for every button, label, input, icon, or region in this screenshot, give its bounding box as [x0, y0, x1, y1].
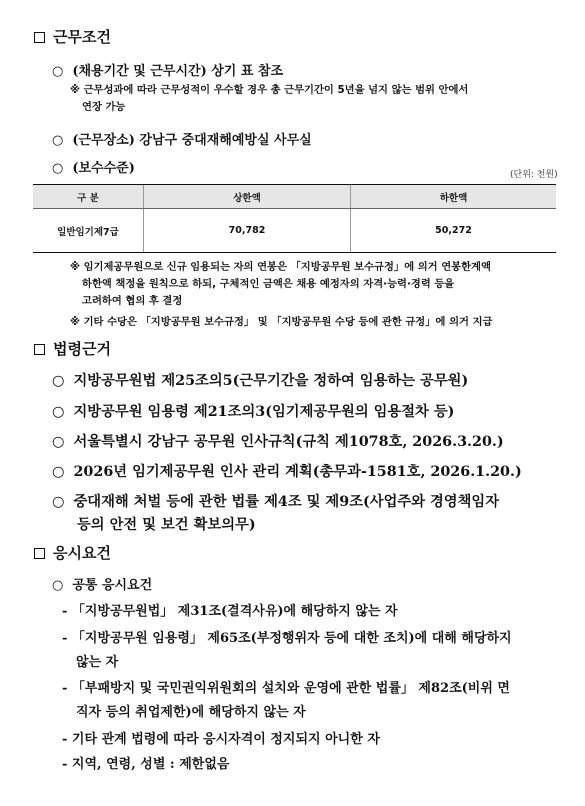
legal-item: ○ 서울특별시 강남구 공무원 인사규칙(규칙 제1078호, 2026.3.20.) — [52, 434, 504, 450]
item-employment-period: ○ (채용기간 및 근무시간) 상기 표 참조 — [52, 64, 284, 79]
circle-bullet-icon: ○ — [52, 373, 65, 389]
checkbox-square-icon — [34, 548, 45, 559]
note-allowance: ※ 기타 수당은 「지방공무원 보수규정」 및 「지방공무원 수당 등에 관한 규정」에 의거 지급 — [70, 316, 493, 328]
note-salary-policy: ※ 임기제공무원으로 신규 임용되는 자의 연봉은 「지방공무원 보수규정」에 의거 연봉한계액 하한액 책정을 원칙으로 하되, 구체적인 금액은 채용 예정자의 자격·능력·경력 등을 고려하여 협의 후 결정 — [70, 261, 491, 307]
circle-bullet-icon: ○ — [52, 494, 65, 510]
circle-bullet-icon: ○ — [52, 434, 65, 450]
section-heading-legal-basis: 법령근거 — [34, 338, 111, 359]
legal-item: ○ 지방공무원 임용령 제21조의3(임기제공무원의 임용절차 등) — [52, 404, 455, 420]
requirement-item: - 「지방공무원법」 제31조(결격사유)에 해당하지 않는 자 — [62, 604, 398, 619]
requirement-item: - 지역, 연령, 성별 : 제한없음 — [62, 757, 230, 772]
table-header-cell: 상한액 — [144, 185, 351, 209]
section-heading-requirements: 응시요건 — [34, 542, 111, 563]
table-header-cell: 하한액 — [351, 185, 557, 209]
circle-bullet-icon: ○ — [52, 578, 64, 593]
legal-item: ○ 중대재해 처벌 등에 관한 법률 제4조 및 제9조(사업주와 경영책임자 — [52, 494, 500, 510]
table-header-row — [33, 185, 556, 209]
requirement-item: - 기타 관계 법령에 따라 응시자격이 정지되지 아니한 자 — [62, 732, 380, 747]
legal-item-continuation: 등의 안전 및 보건 확보의무) — [77, 517, 256, 533]
note-extension: ※ 근무성과에 따라 근무성적이 우수할 경우 총 근무기간이 5년을 넘지 않는 범위 안에서 연장 가능 — [70, 84, 469, 113]
legal-item: ○ 2026년 임기제공무원 인사 관리 계획(총무과-1581호, 2026.1.20.) — [52, 464, 522, 480]
circle-bullet-icon: ○ — [52, 464, 65, 480]
item-salary-level: ○ (보수수준) — [52, 161, 135, 176]
section-heading-work-conditions: 근무조건 — [34, 26, 111, 47]
table-cell: 50,272 — [351, 209, 557, 253]
checkbox-square-icon — [34, 344, 45, 355]
circle-bullet-icon: ○ — [52, 161, 64, 176]
item-work-place: ○ (근무장소) 강남구 중대재해예방실 사무실 — [52, 133, 312, 148]
circle-bullet-icon: ○ — [52, 133, 64, 148]
table-cell: 70,782 — [144, 209, 351, 253]
requirement-item-continuation: 않는 자 — [76, 655, 119, 670]
circle-bullet-icon: ○ — [52, 64, 64, 79]
table-header-cell: 구 분 — [33, 185, 144, 209]
requirement-item: - 「부패방지 및 국민권익위원회의 설치와 운영에 관한 법률」 제82조(비위 면 — [62, 681, 510, 696]
table-cell: 일반임기제7급 — [33, 209, 144, 253]
legal-item: ○ 지방공무원법 제25조의5(근무기간을 정하여 임용하는 공무원) — [52, 373, 469, 389]
salary-table — [33, 184, 556, 253]
unit-label: (단위: 천원) — [510, 170, 558, 180]
checkbox-square-icon — [34, 32, 45, 43]
circle-bullet-icon: ○ — [52, 404, 65, 420]
requirement-item-continuation: 직자 등의 취업제한)에 해당하지 않는 자 — [76, 705, 306, 720]
requirement-item: - 「지방공무원 임용령」 제65조(부정행위자 등에 대한 조치)에 대해 해당하지 — [62, 631, 512, 646]
requirements-subheading: ○ 공통 응시요건 — [52, 578, 153, 593]
table-row — [33, 209, 556, 253]
